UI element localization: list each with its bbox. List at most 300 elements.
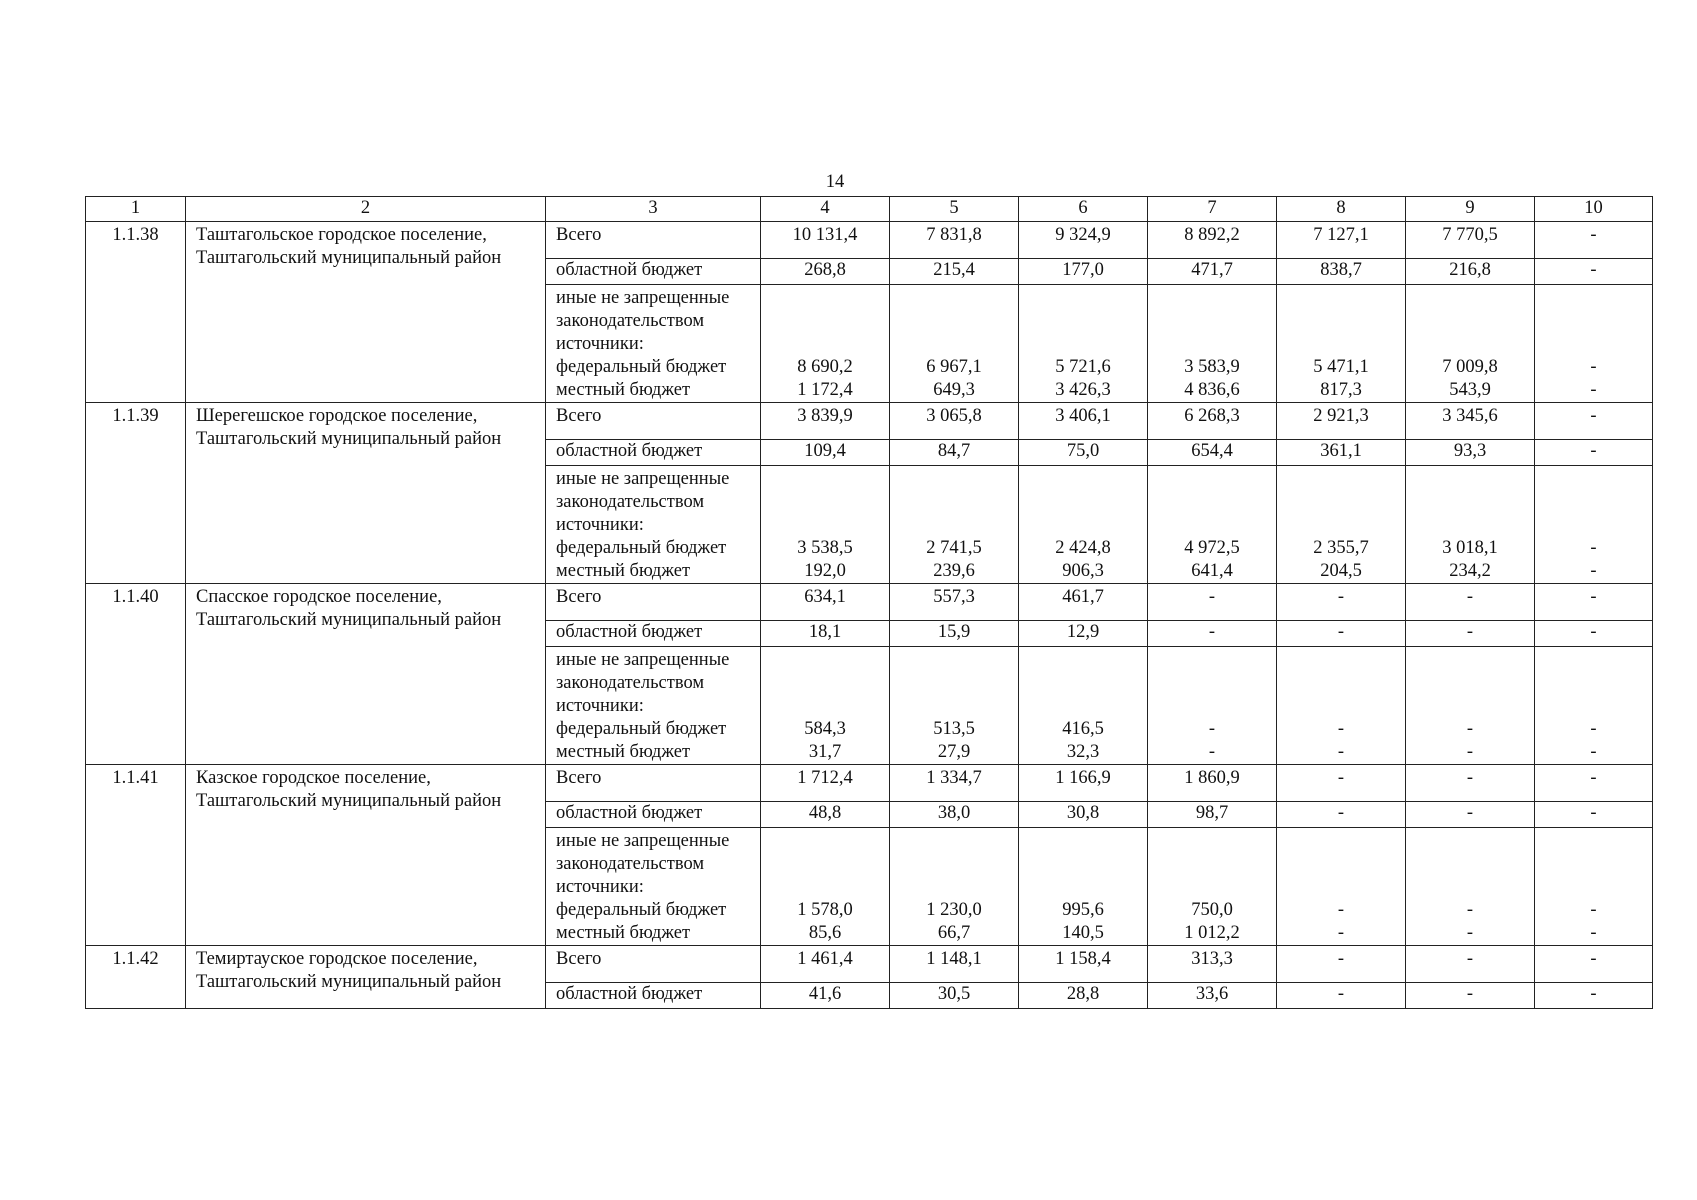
spacer [1410,672,1530,695]
spacer [1023,672,1143,695]
value-line: 1 230,0 [926,900,982,920]
value-cell: 634,1 [761,584,890,621]
source-label [546,285,761,403]
value-cell: 93,3 [1406,440,1535,466]
header-cell: 9 [1406,197,1535,222]
source-label: областной бюджет [546,983,761,1009]
value-line: 234,2 [1449,561,1491,581]
value-cell: 48,8 [761,802,890,828]
value-line: 4 972,5 [1184,538,1240,558]
source-label: областной бюджет [546,440,761,466]
value-cell: - [1277,765,1406,802]
spacer [1281,310,1401,333]
value-cell: 654,4 [1148,440,1277,466]
spacer [1539,491,1648,514]
value-line: - [1466,900,1474,920]
value-cell: - [1277,983,1406,1009]
spacer [1539,649,1648,672]
spacer [894,876,1014,899]
value-line: 66,7 [937,923,971,943]
value-cell: - [1406,621,1535,647]
row-code: 1.1.40 [86,584,186,765]
spacer [1023,514,1143,537]
value-cell: - [1148,621,1277,647]
spacer [1281,672,1401,695]
value-line: 1 172,4 [797,380,853,400]
spacer [1539,514,1648,537]
value-cell: 18,1 [761,621,890,647]
spacer [765,672,885,695]
spacer [1152,310,1272,333]
source-label [546,647,761,765]
header-cell: 10 [1535,197,1653,222]
spacer [1152,649,1272,672]
spacer [1023,649,1143,672]
source-label-line: федеральный бюджет [556,719,727,739]
spacer [765,514,885,537]
spacer [765,876,885,899]
spacer [1281,695,1401,718]
value-line: 85,6 [808,923,842,943]
value-line: 1 578,0 [797,900,853,920]
value-line: 7 009,8 [1442,357,1498,377]
value-cell: 1 860,9 [1148,765,1277,802]
spacer [1152,333,1272,356]
spacer [765,649,885,672]
value-cell: 268,8 [761,259,890,285]
value-line: 31,7 [808,742,842,762]
value-cell: - [1535,259,1653,285]
row-name-line: Таштагольский муниципальный район [196,429,502,449]
value-cell: 8 892,2 [1148,222,1277,259]
value-cell: - [1406,765,1535,802]
value-cell [890,285,1019,403]
row-name-line: Таштагольский муниципальный район [196,972,502,992]
value-cell: 33,6 [1148,983,1277,1009]
value-line: - [1590,561,1597,581]
value-cell: 838,7 [1277,259,1406,285]
value-line: 239,6 [933,561,975,581]
value-line: 649,3 [933,380,975,400]
value-cell [1148,828,1277,946]
source-label-line: иные не запрещенные [556,650,730,670]
value-cell: 98,7 [1148,802,1277,828]
source-label-line: федеральный бюджет [556,538,727,558]
header-cell: 8 [1277,197,1406,222]
value-line: 584,3 [804,719,846,739]
value-cell [1535,828,1653,946]
value-cell [1406,828,1535,946]
value-line: - [1466,923,1474,943]
value-cell: 41,6 [761,983,890,1009]
value-cell [761,828,890,946]
value-cell [1406,285,1535,403]
value-cell [1406,647,1535,765]
value-cell [1406,466,1535,584]
value-cell: 361,1 [1277,440,1406,466]
source-label-line: источники: [556,334,644,354]
value-cell: - [1277,584,1406,621]
source-label-line: местный бюджет [556,742,691,762]
spacer [894,672,1014,695]
row-name-line: Таштагольский муниципальный район [196,248,502,268]
row-name-line: Таштагольский муниципальный район [196,791,502,811]
value-cell: 177,0 [1019,259,1148,285]
value-cell [890,466,1019,584]
row-name [186,946,546,1009]
value-line: - [1337,742,1345,762]
value-line: 4 836,6 [1184,380,1240,400]
spacer [1281,853,1401,876]
spacer [1152,672,1272,695]
spacer [1410,514,1530,537]
source-label-line: иные не запрещенные [556,831,730,851]
value-line: 27,9 [937,742,971,762]
value-line: - [1590,719,1597,739]
value-cell: 471,7 [1148,259,1277,285]
spacer [1152,514,1272,537]
value-line: - [1208,742,1216,762]
value-cell: - [1535,983,1653,1009]
source-label-line: местный бюджет [556,380,691,400]
value-cell: 7 831,8 [890,222,1019,259]
spacer [1281,830,1401,853]
value-cell [761,466,890,584]
value-cell: 1 166,9 [1019,765,1148,802]
value-cell: 1 158,4 [1019,946,1148,983]
value-cell: 557,3 [890,584,1019,621]
value-line: 2 424,8 [1055,538,1111,558]
value-cell [1277,828,1406,946]
header-cell: 2 [186,197,546,222]
value-cell: 3 065,8 [890,403,1019,440]
value-cell: - [1535,584,1653,621]
spacer [765,310,885,333]
value-line: 513,5 [933,719,975,739]
value-cell [890,828,1019,946]
spacer [1152,695,1272,718]
spacer [1023,491,1143,514]
value-cell: 7 127,1 [1277,222,1406,259]
value-line: 3 018,1 [1442,538,1498,558]
value-cell [1535,466,1653,584]
spacer [1410,695,1530,718]
header-cell: 5 [890,197,1019,222]
value-cell: 15,9 [890,621,1019,647]
value-line: - [1590,380,1597,400]
value-line: 5 721,6 [1055,357,1111,377]
spacer [1539,695,1648,718]
spacer [1539,876,1648,899]
value-cell: 12,9 [1019,621,1148,647]
value-cell: 1 148,1 [890,946,1019,983]
value-cell: 2 921,3 [1277,403,1406,440]
spacer [1281,287,1401,310]
value-cell: - [1406,946,1535,983]
value-cell [1019,285,1148,403]
source-label: Всего [546,222,761,259]
row-name [186,222,546,403]
value-cell: - [1535,621,1653,647]
source-label-line: законодательством [556,311,705,331]
spacer [1281,514,1401,537]
spacer [1539,310,1648,333]
value-cell [1277,466,1406,584]
value-cell: 3 839,9 [761,403,890,440]
source-label-line: законодательством [556,854,705,874]
page-number: 14 [825,172,845,192]
value-line: 1 012,2 [1184,923,1240,943]
table-row [86,946,1653,983]
spacer [894,853,1014,876]
spacer [1539,287,1648,310]
value-cell: 84,7 [890,440,1019,466]
value-cell: 1 334,7 [890,765,1019,802]
value-cell: 38,0 [890,802,1019,828]
source-label: областной бюджет [546,802,761,828]
source-label-line: источники: [556,877,644,897]
spacer [894,333,1014,356]
spacer [894,491,1014,514]
spacer [1023,830,1143,853]
source-label: областной бюджет [546,259,761,285]
value-line: - [1337,923,1345,943]
spacer [1539,853,1648,876]
value-cell: - [1535,440,1653,466]
value-cell: - [1535,802,1653,828]
value-line: - [1590,923,1597,943]
value-cell: 461,7 [1019,584,1148,621]
value-cell: - [1148,584,1277,621]
value-line: - [1590,742,1597,762]
value-cell: 10 131,4 [761,222,890,259]
value-line: 140,5 [1062,923,1104,943]
spacer [1539,468,1648,491]
value-line: - [1208,719,1216,739]
value-cell: - [1277,802,1406,828]
spacer [1152,491,1272,514]
value-cell: 6 268,3 [1148,403,1277,440]
value-line: 3 583,9 [1184,357,1240,377]
spacer [1539,830,1648,853]
value-cell: 109,4 [761,440,890,466]
value-cell: - [1406,802,1535,828]
value-cell [1148,466,1277,584]
value-cell [1148,647,1277,765]
value-line: - [1466,742,1474,762]
row-name-line: Казское городское поселение, [196,768,431,788]
source-label-line: федеральный бюджет [556,357,727,377]
row-name-line: Шерегешское городское поселение, [196,406,478,426]
source-label-line: законодательством [556,673,705,693]
spacer [1023,310,1143,333]
value-line: 817,3 [1320,380,1362,400]
source-label-line: местный бюджет [556,923,691,943]
value-cell: 7 770,5 [1406,222,1535,259]
value-cell: - [1277,621,1406,647]
spacer [765,830,885,853]
value-cell [761,647,890,765]
row-name [186,584,546,765]
value-line: - [1466,719,1474,739]
spacer [894,695,1014,718]
value-cell: - [1535,946,1653,983]
source-label: Всего [546,946,761,983]
value-cell: 1 712,4 [761,765,890,802]
source-label: областной бюджет [546,621,761,647]
source-label-line: источники: [556,515,644,535]
spacer [1152,853,1272,876]
spacer [1281,876,1401,899]
spacer [765,333,885,356]
row-code: 1.1.38 [86,222,186,403]
spacer [894,830,1014,853]
spacer [1410,468,1530,491]
value-line: 750,0 [1191,900,1233,920]
spacer [1410,310,1530,333]
value-cell [1019,647,1148,765]
value-line: 2 355,7 [1313,538,1369,558]
spacer [1023,876,1143,899]
header-cell: 3 [546,197,761,222]
value-cell: 9 324,9 [1019,222,1148,259]
value-cell [890,647,1019,765]
value-line: 416,5 [1062,719,1104,739]
source-label: Всего [546,403,761,440]
spacer [1539,672,1648,695]
value-cell: 216,8 [1406,259,1535,285]
source-label-line: местный бюджет [556,561,691,581]
spacer [1023,287,1143,310]
spacer [894,310,1014,333]
value-line: - [1337,900,1345,920]
value-line: 2 741,5 [926,538,982,558]
table-row [86,765,1653,802]
source-label-line: источники: [556,696,644,716]
spacer [1410,649,1530,672]
header-cell: 1 [86,197,186,222]
value-cell: 1 461,4 [761,946,890,983]
spacer [1410,853,1530,876]
spacer [894,287,1014,310]
value-line: 5 471,1 [1313,357,1369,377]
value-line: 995,6 [1062,900,1104,920]
header-cell: 6 [1019,197,1148,222]
spacer [1023,333,1143,356]
source-label-line: иные не запрещенные [556,469,730,489]
value-cell [1277,647,1406,765]
value-line: 3 426,3 [1055,380,1111,400]
value-line: 204,5 [1320,561,1362,581]
value-cell [1277,285,1406,403]
table-row [86,403,1653,440]
value-line: 641,4 [1191,561,1233,581]
row-name [186,765,546,946]
value-cell [1535,647,1653,765]
value-line: 8 690,2 [797,357,853,377]
spacer [1152,830,1272,853]
row-code: 1.1.39 [86,403,186,584]
value-cell [761,285,890,403]
source-label: Всего [546,765,761,802]
source-label: Всего [546,584,761,621]
spacer [1281,649,1401,672]
header-row [86,197,1653,222]
value-cell [1148,285,1277,403]
value-cell [1019,828,1148,946]
spacer [1023,695,1143,718]
value-cell: - [1535,765,1653,802]
spacer [765,853,885,876]
spacer [1281,333,1401,356]
header-cell: 7 [1148,197,1277,222]
header-cell: 4 [761,197,890,222]
spacer [894,468,1014,491]
value-line: 6 967,1 [926,357,982,377]
spacer [765,287,885,310]
source-label-line: федеральный бюджет [556,900,727,920]
value-cell: - [1277,946,1406,983]
spacer [1152,876,1272,899]
spacer [1281,468,1401,491]
value-cell: 75,0 [1019,440,1148,466]
spacer [765,468,885,491]
value-cell: 30,5 [890,983,1019,1009]
row-name-line: Таштагольское городское поселение, [196,225,487,245]
source-label [546,828,761,946]
value-line: - [1590,900,1597,920]
spacer [1410,830,1530,853]
row-name-line: Темиртауское городское поселение, [196,949,478,969]
value-cell: - [1406,584,1535,621]
spacer [1023,853,1143,876]
row-name [186,403,546,584]
spacer [765,491,885,514]
value-line: 192,0 [804,561,846,581]
value-line: - [1590,538,1597,558]
row-name-line: Спасское городское поселение, [196,587,442,607]
value-line: 906,3 [1062,561,1104,581]
spacer [1281,491,1401,514]
value-cell: - [1535,222,1653,259]
spacer [1023,468,1143,491]
spacer [1410,333,1530,356]
source-label [546,466,761,584]
value-line: - [1590,357,1597,377]
source-label-line: законодательством [556,492,705,512]
spacer [1152,468,1272,491]
value-line: 32,3 [1066,742,1100,762]
spacer [894,649,1014,672]
source-label-line: иные не запрещенные [556,288,730,308]
value-cell: 28,8 [1019,983,1148,1009]
value-cell: 3 345,6 [1406,403,1535,440]
value-line: - [1337,719,1345,739]
value-line: 3 538,5 [797,538,853,558]
spacer [765,695,885,718]
row-code: 1.1.41 [86,765,186,946]
row-name-line: Таштагольский муниципальный район [196,610,502,630]
spacer [894,514,1014,537]
row-code: 1.1.42 [86,946,186,1009]
value-cell: 215,4 [890,259,1019,285]
budget-table [85,196,1653,1009]
table-row [86,584,1653,621]
value-cell: 3 406,1 [1019,403,1148,440]
spacer [1152,287,1272,310]
value-cell [1019,466,1148,584]
value-line: 543,9 [1449,380,1491,400]
